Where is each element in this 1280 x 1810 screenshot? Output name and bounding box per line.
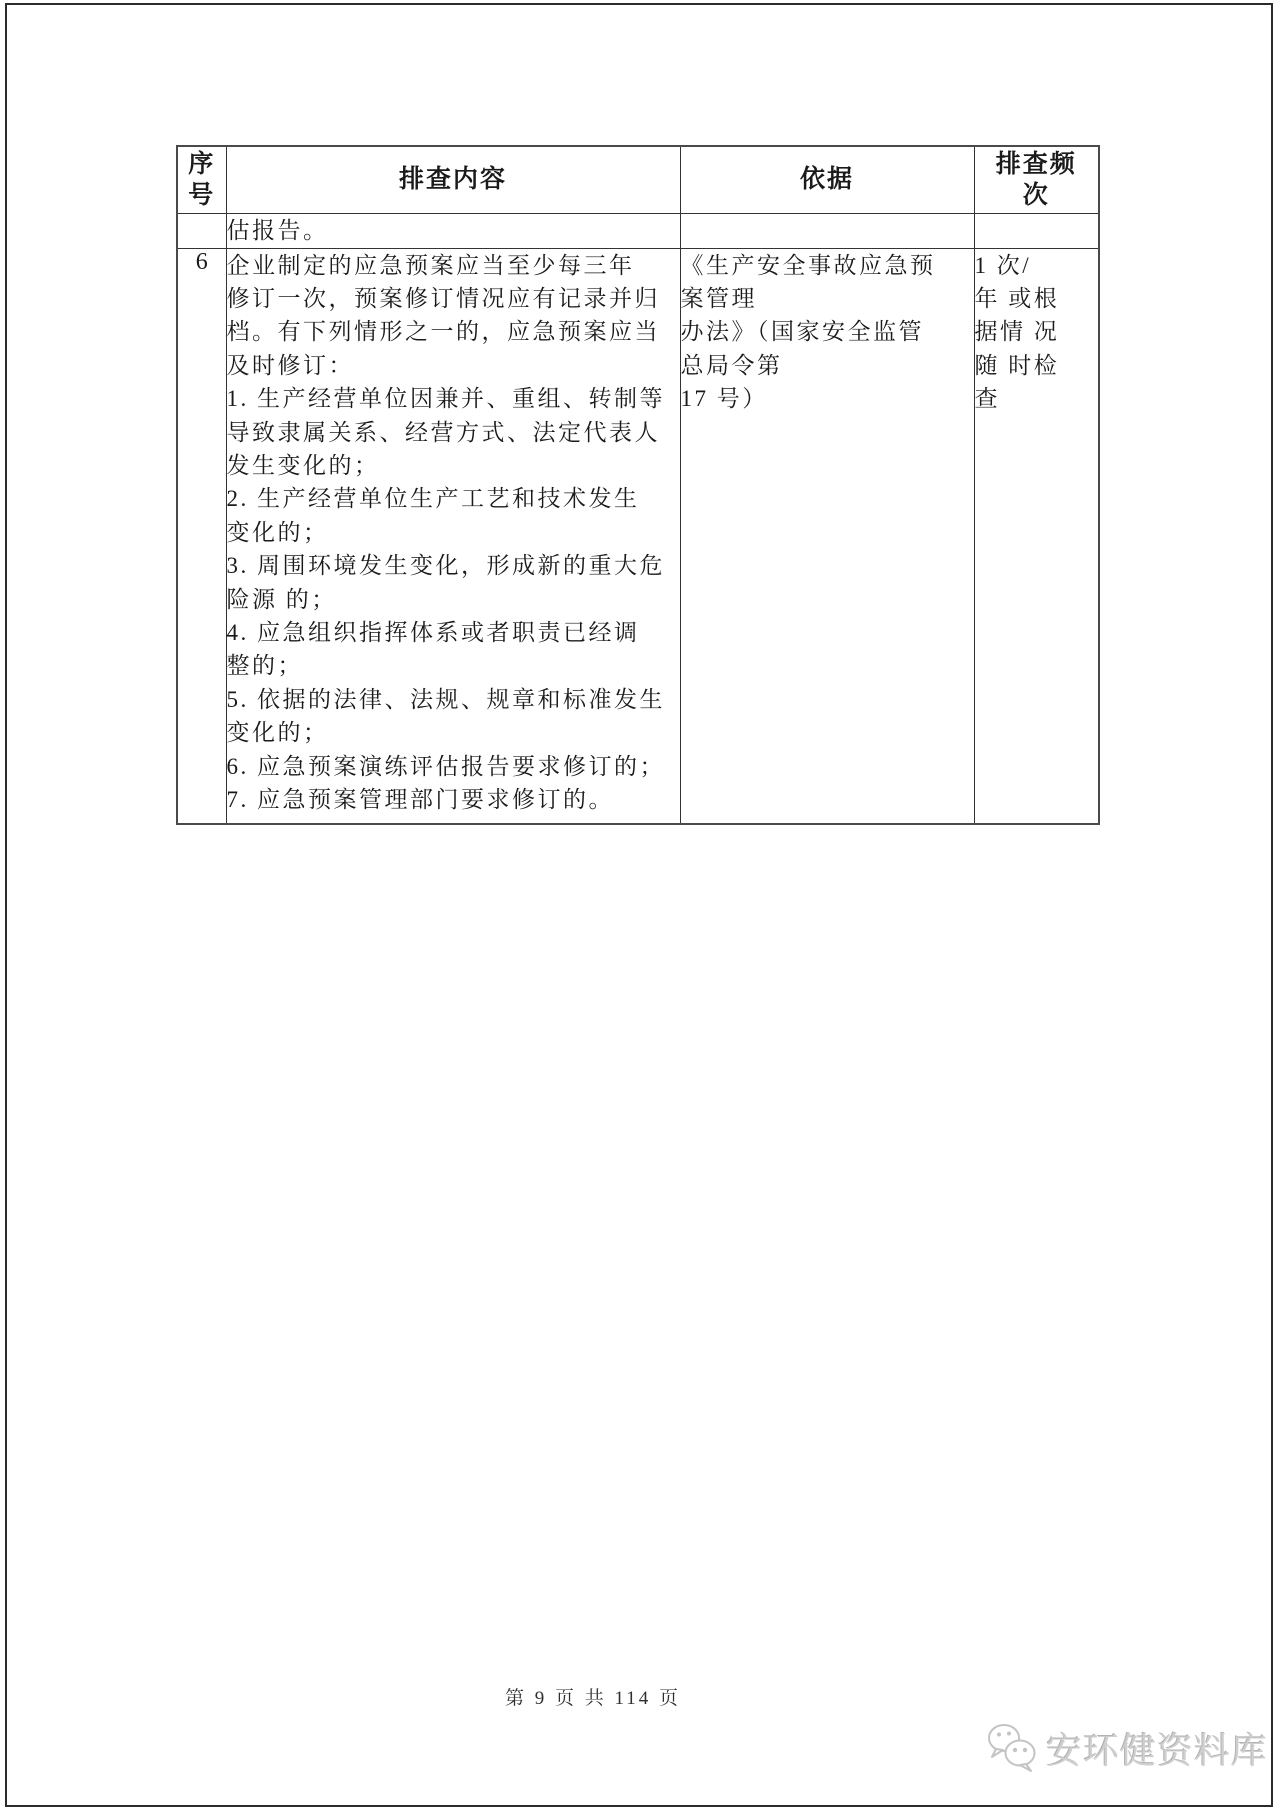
frequency-cell (974, 213, 1099, 248)
chat-bubbles-icon (984, 1722, 1042, 1774)
text-line: 总局令第 (680, 352, 783, 378)
basis-cell (680, 248, 974, 824)
text-line: 导致隶属关系、经营方式、法定代表人 (226, 419, 660, 445)
text-line: 1 次/ (974, 252, 1032, 278)
text-line: 及时修订： (226, 352, 354, 378)
table-row-item-6 (177, 248, 1099, 824)
content-cell (226, 248, 680, 824)
frequency-cell (974, 248, 1099, 824)
text-line: 估报告。 (226, 217, 329, 243)
text-line: 档。有下列情形之一的，应急预案应当 (226, 319, 660, 345)
text-line: 17 号） (680, 386, 768, 412)
table-header-row (177, 146, 1099, 213)
text-line: 3. 周围环境发生变化，形成新的重大危 (226, 553, 665, 579)
header-cell-frequency (974, 146, 1099, 213)
header-cell-content: 排查内容 (226, 146, 680, 213)
content-cell (226, 213, 680, 248)
text-line: 变化的； (226, 519, 329, 545)
text-line: 修订一次，预案修订情况应有记录并归 (226, 285, 660, 311)
serial-cell (177, 213, 226, 248)
header-frequency-label: 排查频次 (995, 150, 1077, 209)
text-line: 查 (974, 386, 1000, 412)
inspection-table (176, 145, 1100, 825)
text-line: 2. 生产经营单位生产工艺和技术发生 (226, 486, 640, 512)
text-line: 险源 的； (226, 586, 337, 612)
page-footer: 第 9 页 共 114 页 (504, 1688, 682, 1709)
text-line: 7. 应急预案管理部门要求修订的。 (226, 787, 614, 812)
text-line: 变化的； (226, 720, 329, 746)
serial-cell: 6 (177, 248, 226, 824)
basis-cell (680, 213, 974, 248)
text-line: 案管理 (680, 285, 757, 311)
text-line: 发生变化的； (226, 452, 380, 478)
text-line: 办法》（国家安全监管 (680, 319, 924, 345)
brand-logo (984, 1722, 1268, 1774)
text-line: 据情 况 (974, 319, 1060, 345)
text-line: 企业制定的应急预案应当至少每三年 (226, 252, 635, 278)
header-cell-basis: 依据 (680, 146, 974, 213)
text-line: 1. 生产经营单位因兼并、重组、转制等 (226, 386, 665, 412)
table-row-continuation (177, 213, 1099, 248)
header-cell-serial: 序号 (177, 146, 226, 213)
brand-name: 安环健资料库 (1046, 1730, 1269, 1771)
text-line: 随 时检 (974, 352, 1060, 378)
text-line: 5. 依据的法律、法规、规章和标准发生 (226, 686, 665, 712)
text-line: 《生产安全事故应急预 (680, 252, 936, 278)
text-line: 整的； (226, 653, 303, 679)
text-line: 6. 应急预案演练评估报告要求修订的； (226, 753, 665, 779)
text-line: 年 或根 (974, 285, 1060, 311)
text-line: 4. 应急组织指挥体系或者职责已经调 (226, 619, 640, 645)
